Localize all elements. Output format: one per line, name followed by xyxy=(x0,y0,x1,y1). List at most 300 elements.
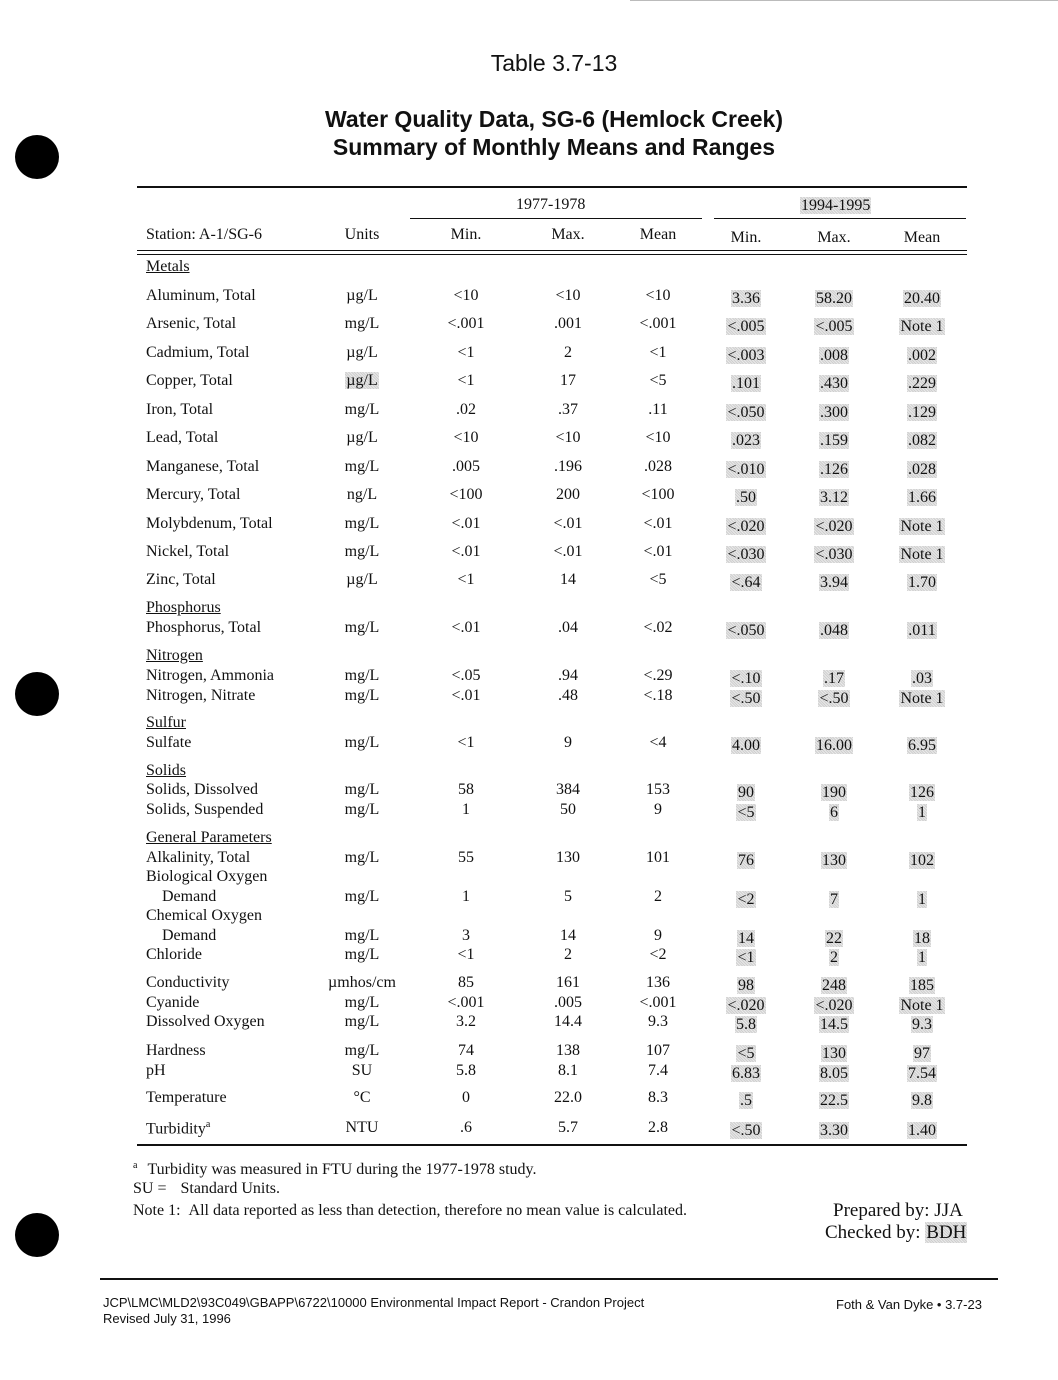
mean-1994-value: 18 xyxy=(914,930,930,947)
min-1977-cell xyxy=(426,429,506,447)
mean-1994-value: .129 xyxy=(908,404,936,421)
min-1994-value: 5.8 xyxy=(736,1016,756,1033)
mean-1977-value: 9.3 xyxy=(648,1013,668,1030)
mean-1994-cell xyxy=(882,489,962,507)
units-text: µg/L xyxy=(346,571,378,588)
units-cell xyxy=(312,401,412,419)
mean-1994-value: 1.70 xyxy=(908,574,936,591)
mean-1977-value: <.01 xyxy=(643,515,673,532)
units-cell xyxy=(312,667,412,685)
max-1977-value: 14 xyxy=(560,927,576,944)
mean-1977-value: <100 xyxy=(641,486,675,503)
max-1994-cell xyxy=(794,737,874,755)
mean-1977-value: <.02 xyxy=(643,619,673,636)
parameter-label-text: Nitrogen, Nitrate xyxy=(146,687,256,704)
max-1977-value: 14 xyxy=(560,571,576,588)
parameter-label xyxy=(146,429,218,447)
max-1994-value: 2 xyxy=(830,949,838,966)
units-text: mg/L xyxy=(344,801,380,818)
min-1977-cell xyxy=(426,849,506,867)
units-text: mg/L xyxy=(344,994,380,1011)
mean-1994-cell xyxy=(882,1092,962,1110)
max-1994-value: 22 xyxy=(826,930,842,947)
mean-1994-value: Note 1 xyxy=(900,318,944,335)
mean-1994-value: Note 1 xyxy=(900,518,944,535)
min-1977-cell xyxy=(426,781,506,799)
mean-1977-value: <10 xyxy=(645,287,671,304)
parameter-label xyxy=(146,1119,210,1138)
mean-1994-cell xyxy=(882,737,962,755)
mean-1977-cell xyxy=(618,486,698,504)
min-1977-value: 1 xyxy=(462,888,470,905)
parameter-label xyxy=(146,571,216,589)
max-1977-cell xyxy=(528,781,608,799)
mean-1977-cell xyxy=(618,1042,698,1060)
min-1977-cell xyxy=(426,486,506,504)
parameter-label xyxy=(146,486,240,504)
mean-1977-cell xyxy=(618,515,698,533)
max-1977-cell xyxy=(528,429,608,447)
mean-1977-cell xyxy=(618,1062,698,1080)
max-1994-cell xyxy=(794,489,874,507)
max-1994-cell xyxy=(794,1065,874,1083)
mean-1994-cell xyxy=(882,622,962,640)
max-1977-cell xyxy=(528,1013,608,1031)
min-1977-cell xyxy=(426,1013,506,1031)
min-1977-value: <.001 xyxy=(447,994,485,1011)
units-text: µg/L xyxy=(346,372,378,389)
min-1994-cell xyxy=(706,1045,786,1063)
min-1977-cell xyxy=(426,974,506,992)
mean-1994-value: 1 xyxy=(918,804,926,821)
mean-1977-cell xyxy=(618,344,698,362)
mean-1977-value: 136 xyxy=(646,974,670,991)
units-text: mg/L xyxy=(344,687,380,704)
min-1994-value: <.003 xyxy=(727,347,765,364)
mean-1994-value: Note 1 xyxy=(900,546,944,563)
mean-1994-cell xyxy=(882,930,962,948)
parameter-label-text: Chloride xyxy=(146,946,202,963)
min-1994-value: 6.83 xyxy=(732,1065,760,1082)
mean-1977-cell xyxy=(618,946,698,964)
max-1977-value: 384 xyxy=(556,781,580,798)
units-cell xyxy=(312,571,412,589)
mean-1994-cell xyxy=(882,347,962,365)
max-1994-cell xyxy=(794,949,874,967)
min-1977-value: <100 xyxy=(449,486,483,503)
min-1977-cell xyxy=(426,372,506,390)
parameter-label-text: pH xyxy=(146,1062,166,1079)
max-1977-value: 14.4 xyxy=(554,1013,582,1030)
max-1994-value: <.50 xyxy=(819,690,849,707)
mean-1994-value: 1 xyxy=(918,891,926,908)
max-1994-header: Max. xyxy=(817,229,851,246)
min-1977-value: 58 xyxy=(458,781,474,798)
mean-1977-value: .028 xyxy=(644,458,672,475)
min-1977-value: 74 xyxy=(458,1042,474,1059)
units-cell xyxy=(312,515,412,533)
mean-1977-cell xyxy=(618,974,698,992)
min-1994-cell xyxy=(706,1092,786,1110)
parameter-label-text: Solids, Suspended xyxy=(146,801,264,818)
parameter-label xyxy=(146,667,274,685)
mean-1994-value: 1.40 xyxy=(908,1122,936,1139)
min-1977-cell xyxy=(426,927,506,945)
min-1994-value: 98 xyxy=(738,977,754,994)
units-text: mg/L xyxy=(344,315,380,332)
parameter-label-text: Alkalinity, Total xyxy=(146,849,251,866)
max-1977-cell xyxy=(528,927,608,945)
units-cell xyxy=(312,849,412,867)
checked-by-initials: BDH xyxy=(926,1222,967,1243)
min-1977-cell xyxy=(426,401,506,419)
min-1994-value: 90 xyxy=(738,784,754,801)
min-1994-cell xyxy=(706,997,786,1015)
mean-1994-value: Note 1 xyxy=(900,690,944,707)
parameter-label-text: Dissolved Oxygen xyxy=(146,1013,265,1030)
units-text: NTU xyxy=(345,1119,379,1136)
min-1994-value: <.020 xyxy=(727,518,765,535)
parameter-label xyxy=(146,619,261,637)
parameter-label xyxy=(146,994,199,1012)
max-1977-value: 22.0 xyxy=(554,1089,582,1106)
min-1994-cell xyxy=(706,1065,786,1083)
mean-1977-value: <5 xyxy=(649,372,667,389)
parameter-label xyxy=(146,946,202,964)
min-1977-value: <.01 xyxy=(451,515,481,532)
max-1994-value: 6 xyxy=(830,804,838,821)
mean-1977-value: <1 xyxy=(649,344,667,361)
su-def-text: Standard Units. xyxy=(180,1180,281,1197)
min-1994-cell xyxy=(706,461,786,479)
max-1994-cell xyxy=(794,997,874,1015)
parameter-label-text: Molybdenum, Total xyxy=(146,515,273,532)
units-text: mg/L xyxy=(344,849,380,866)
units-text: mg/L xyxy=(344,927,380,944)
max-1977-value: <.01 xyxy=(553,543,583,560)
mean-1994-cell xyxy=(882,404,962,422)
mean-1994-value: .028 xyxy=(908,461,936,478)
mean-1977-cell xyxy=(618,994,698,1012)
section-label: Nitrogen xyxy=(146,647,203,664)
max-1977-value: 8.1 xyxy=(558,1062,578,1079)
mean-1994-value: .011 xyxy=(908,622,936,639)
max-1977-value: .04 xyxy=(558,619,578,636)
parameter-label: Biological Oxygen xyxy=(146,868,268,885)
min-1977-value: 5.8 xyxy=(456,1062,476,1079)
max-1994-cell xyxy=(794,670,874,688)
header-rule-upper xyxy=(137,250,967,251)
max-1994-cell xyxy=(794,784,874,802)
max-1977-cell xyxy=(528,974,608,992)
max-1994-value: 3.12 xyxy=(820,489,848,506)
mean-1977-value: <10 xyxy=(645,429,671,446)
units-cell xyxy=(312,619,412,637)
units-text: mg/L xyxy=(344,401,380,418)
section-label: Solids xyxy=(146,762,187,779)
max-1977-cell xyxy=(528,515,608,533)
parameter-label xyxy=(146,801,263,819)
min-1977-cell xyxy=(426,801,506,819)
min-1994-value: <.50 xyxy=(731,690,761,707)
mean-1977-cell xyxy=(618,571,698,589)
min-1994-cell xyxy=(706,949,786,967)
table-title xyxy=(0,105,1058,161)
max-1977-value: .005 xyxy=(554,994,582,1011)
min-1977-value: .02 xyxy=(456,401,476,418)
max-1994-value: 22.5 xyxy=(820,1092,848,1109)
max-1977-value: .001 xyxy=(554,315,582,332)
checked-by-label: Checked by: xyxy=(825,1222,921,1243)
mean-1977-cell xyxy=(618,888,698,906)
max-1977-cell xyxy=(528,315,608,333)
min-1994-cell xyxy=(706,1122,786,1140)
mean-1977-cell xyxy=(618,734,698,752)
min-1977-cell xyxy=(426,344,506,362)
note-1-text: All data reported as less than detection, therefore no mean value is calculated. xyxy=(188,1202,688,1219)
parameter-label-text: Sulfate xyxy=(146,734,192,751)
max-1994-cell xyxy=(794,546,874,564)
parameter-label xyxy=(146,315,236,333)
mean-1977-cell xyxy=(618,287,698,305)
footnote-ref: a xyxy=(205,1119,211,1130)
max-1994-cell xyxy=(794,804,874,822)
mean-1977-value: <2 xyxy=(649,946,667,963)
min-1994-cell xyxy=(706,1016,786,1034)
units-cell xyxy=(312,687,412,705)
max-1994-value: 190 xyxy=(822,784,846,801)
min-1994-cell xyxy=(706,290,786,308)
max-1994-cell xyxy=(794,852,874,870)
title-line-1: Water Quality Data, SG-6 (Hemlock Creek) xyxy=(324,106,783,132)
min-1977-value: <1 xyxy=(457,372,475,389)
max-1994-cell xyxy=(794,290,874,308)
parameter-label-text: Cyanide xyxy=(146,994,200,1011)
mean-1994-cell xyxy=(882,1122,962,1140)
max-1994-cell xyxy=(794,461,874,479)
min-1994-value: .5 xyxy=(740,1092,752,1109)
max-1977-cell xyxy=(528,946,608,964)
max-1994-cell xyxy=(794,930,874,948)
max-1977-cell xyxy=(528,849,608,867)
max-1977-value: 138 xyxy=(556,1042,580,1059)
footer-page: Foth & Van Dyke • 3.7-23 xyxy=(836,1297,982,1312)
mean-1977-cell xyxy=(618,927,698,945)
max-1977-value: 2 xyxy=(564,946,572,963)
max-1977-cell xyxy=(528,1089,608,1107)
mean-1994-cell xyxy=(882,891,962,909)
units-cell xyxy=(312,1042,412,1060)
units-cell xyxy=(312,486,412,504)
mean-1994-cell xyxy=(882,461,962,479)
period-1994-1995: 1994-1995 xyxy=(801,197,871,214)
units-text: mg/L xyxy=(344,543,380,560)
parameter-label-text: Demand xyxy=(162,888,217,905)
min-1977-cell xyxy=(426,543,506,561)
su-definition xyxy=(133,1180,280,1198)
max-1977-cell xyxy=(528,994,608,1012)
mean-1994-cell xyxy=(882,432,962,450)
mean-1994-cell xyxy=(882,784,962,802)
parameter-label xyxy=(146,1013,265,1031)
units-text: mg/L xyxy=(344,1042,380,1059)
min-1977-value: <1 xyxy=(457,734,475,751)
min-1994-value: <.030 xyxy=(727,546,765,563)
min-1994-cell xyxy=(706,489,786,507)
min-1977-header: Min. xyxy=(450,226,482,243)
mean-1994-value: .229 xyxy=(908,375,936,392)
min-1994-cell xyxy=(706,804,786,822)
parameter-label-text: Arsenic, Total xyxy=(146,315,237,332)
parameter-label xyxy=(146,1042,206,1060)
mean-1977-value: <.29 xyxy=(643,667,673,684)
units-cell xyxy=(312,734,412,752)
min-1977-value: <1 xyxy=(457,571,475,588)
units-header: Units xyxy=(344,226,380,243)
min-1994-cell xyxy=(706,318,786,336)
min-1977-value: <.01 xyxy=(451,619,481,636)
note-1 xyxy=(133,1202,687,1220)
units-cell xyxy=(312,1062,412,1080)
mean-1994-cell xyxy=(882,1065,962,1083)
max-1994-value: .159 xyxy=(820,432,848,449)
header-rule-lower xyxy=(137,254,967,255)
mean-1994-cell xyxy=(882,375,962,393)
parameter-label-text: Zinc, Total xyxy=(146,571,216,588)
parameter-label-text: Phosphorus, Total xyxy=(146,619,262,636)
max-1977-value: 17 xyxy=(560,372,576,389)
mean-1977-value: <.01 xyxy=(643,543,673,560)
checked-by xyxy=(825,1222,967,1244)
parameter-label-text: Copper, Total xyxy=(146,372,233,389)
mean-1994-value: .03 xyxy=(912,670,932,687)
mean-1977-value: 7.4 xyxy=(648,1062,668,1079)
parameter-label xyxy=(146,1062,166,1080)
max-1994-value: .008 xyxy=(820,347,848,364)
min-1994-value: 76 xyxy=(738,852,754,869)
max-1994-value: .430 xyxy=(820,375,848,392)
mean-1994-value: .002 xyxy=(908,347,936,364)
max-1994-value: .048 xyxy=(820,622,848,639)
max-1977-cell xyxy=(528,372,608,390)
mean-1994-value: 97 xyxy=(914,1045,930,1062)
max-1977-cell xyxy=(528,1042,608,1060)
min-1977-value: .6 xyxy=(460,1119,472,1136)
min-1977-value: <.01 xyxy=(451,543,481,560)
table-number: Table 3.7-13 xyxy=(490,50,618,76)
period-1977-1978: 1977-1978 xyxy=(516,196,586,213)
max-1977-value: <10 xyxy=(555,287,581,304)
max-1977-value: 5 xyxy=(564,888,572,905)
binder-hole-middle xyxy=(15,672,59,716)
max-1977-cell xyxy=(528,486,608,504)
max-1977-cell xyxy=(528,543,608,561)
min-1994-value: 3.36 xyxy=(732,290,760,307)
section-label: General Parameters xyxy=(146,829,272,846)
max-1994-value: .17 xyxy=(824,670,844,687)
max-1977-cell xyxy=(528,401,608,419)
mean-1977-cell xyxy=(618,849,698,867)
min-1994-cell xyxy=(706,375,786,393)
mean-1994-value: 9.8 xyxy=(912,1092,932,1109)
max-1994-value: 3.30 xyxy=(820,1122,848,1139)
min-1994-value: <.050 xyxy=(727,622,765,639)
max-1994-cell xyxy=(794,977,874,995)
min-1977-cell xyxy=(426,1042,506,1060)
max-1994-value: 58.20 xyxy=(816,290,852,307)
parameter-label-text: Turbidity xyxy=(146,1120,206,1138)
min-1977-cell xyxy=(426,946,506,964)
parameter-label-text: Temperature xyxy=(146,1089,227,1106)
mean-1977-cell xyxy=(618,687,698,705)
max-1994-cell xyxy=(794,1045,874,1063)
max-1977-cell xyxy=(528,571,608,589)
min-1994-cell xyxy=(706,546,786,564)
min-1994-cell xyxy=(706,518,786,536)
mean-1994-value: 1.66 xyxy=(908,489,936,506)
mean-1994-header: Mean xyxy=(903,229,941,246)
table-bottom-rule xyxy=(137,1144,967,1146)
mean-1977-cell xyxy=(618,372,698,390)
min-1977-value: 85 xyxy=(458,974,474,991)
min-1977-value: 3.2 xyxy=(456,1013,476,1030)
max-1994-value: 130 xyxy=(822,1045,846,1062)
units-text: mg/L xyxy=(344,781,380,798)
units-cell xyxy=(312,344,412,362)
scan-edge-line xyxy=(630,0,1058,1)
mean-1977-value: <.001 xyxy=(639,994,677,1011)
min-1977-value: <.001 xyxy=(447,315,485,332)
max-1977-value: .196 xyxy=(554,458,582,475)
max-1977-value: 200 xyxy=(556,486,580,503)
max-1977-cell xyxy=(528,287,608,305)
max-1994-cell xyxy=(794,1092,874,1110)
min-1994-value: <.50 xyxy=(731,1122,761,1139)
max-1994-cell xyxy=(794,622,874,640)
max-1994-value: 16.00 xyxy=(816,737,852,754)
units-cell xyxy=(312,974,412,992)
parameter-label-text: Cadmium, Total xyxy=(146,344,250,361)
min-1977-value: <10 xyxy=(453,429,479,446)
parameter-label xyxy=(146,515,273,533)
units-text: µg/L xyxy=(346,344,378,361)
parameter-label xyxy=(162,888,216,906)
units-text: mg/L xyxy=(344,667,380,684)
mean-1977-value: <.18 xyxy=(643,687,673,704)
max-1977-value: .94 xyxy=(558,667,578,684)
max-1977-cell xyxy=(528,1119,608,1137)
max-1994-cell xyxy=(794,518,874,536)
max-1977-value: 5.7 xyxy=(558,1119,578,1136)
min-1977-cell xyxy=(426,1062,506,1080)
min-1977-value: 55 xyxy=(458,849,474,866)
mean-1994-cell xyxy=(882,670,962,688)
max-1994-value: 130 xyxy=(822,852,846,869)
footer-path: JCP\LMC\MLD2\93C049\GBAPP\6722\10000 Environmental Impact Report - Crandon Project xyxy=(103,1295,645,1310)
min-1994-cell xyxy=(706,670,786,688)
min-1994-value: 14 xyxy=(738,930,754,947)
mean-1994-value: 6.95 xyxy=(908,737,936,754)
max-1977-value: 9 xyxy=(564,734,572,751)
mean-1994-cell xyxy=(882,804,962,822)
footnote-mark: a xyxy=(133,1160,138,1171)
parameter-label-text: Nitrogen, Ammonia xyxy=(146,667,274,684)
units-text: mg/L xyxy=(344,619,380,636)
units-cell xyxy=(312,315,412,333)
mean-1977-value: 101 xyxy=(646,849,670,866)
parameter-label-text: Iron, Total xyxy=(146,401,214,418)
units-text: mg/L xyxy=(344,734,380,751)
